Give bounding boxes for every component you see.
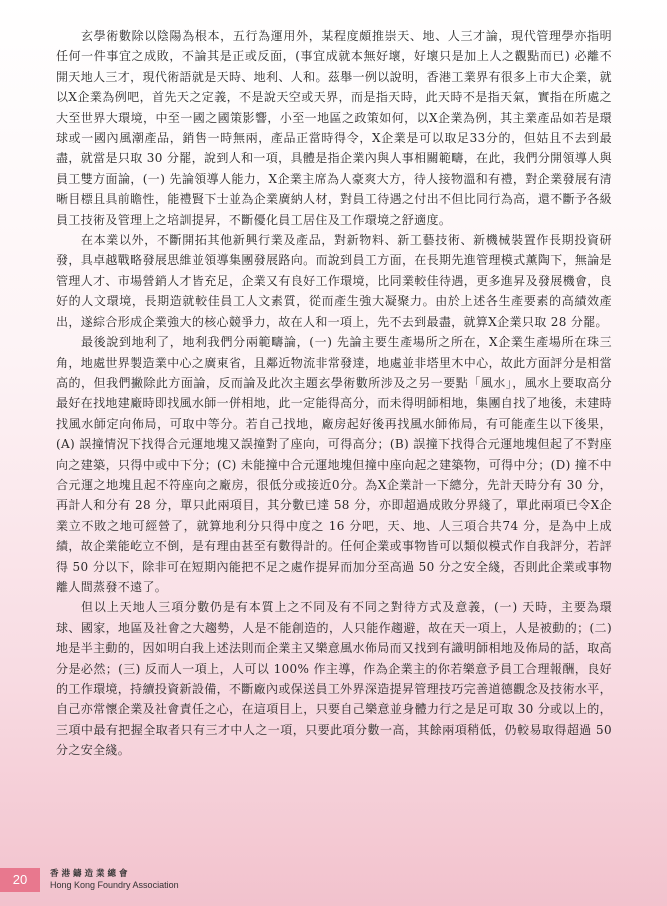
article-body [56, 26, 612, 761]
paragraph-3: 最後說到地利了，地利我們分兩範疇論，(一) 先論主要生產場所之所在，X企業生產場所在珠三角，地處世界製造業中心之廣東省，且鄰近物流非常發達，地處並非塔里木中心，故此方面評分是相當高的，但我們撇除此方面論，反而論及此次主題玄學術數所涉及之另一要點「風水」，風水上要取高分最好在找地建廠時即找風水師一併相地，此一定能得高分，而未得明師相地，集團自找了地後，未建時找風水師定向佈局，可取中等分。若自己找地，廠房起好後再找風水師佈局，有可能產生以下後果，(A) 誤撞情況下找得合元運地塊又誤撞對了座向，可得高分；(B) 誤撞下找得合元運地塊但起了不對座向之建築，只得中或中下分；(C) 未能撞中合元運地塊但撞中座向起之建築物，可得中分；(D) 撞不中合元運之地塊且起不符座向之廠房，很低分或接近0分。為X企業計一下總分，先計天時分有 30 分，再計人和分有 28 分，單只此兩項目，其分數已達 58 分，亦即超過成敗分界綫了，單此兩項已令X企業立不敗之地可經營了，就算地利分只得中度之 16 分吧，天、地、人三項合共74 分，是為中上成績，故企業能屹立不倒，是有理由甚至有數得計的。任何企業或事物皆可以類似模式作自我評分，若評得 50 分以下，除非可在短期內能把不足之處作提昇而加分至高過 50 分之安全綫，否則此企業或事物離人間蒸發不遠了。 [56, 335, 612, 594]
page-number: 20 [0, 868, 40, 892]
organization-name [50, 868, 179, 891]
organization-name-zh: 香港鑄造業總會 [50, 868, 131, 878]
paragraph-4: 但以上天地人三項分數仍是有本質上之不同及有不同之對待方式及意義，(一) 天時，主要為環球、國家，地區及社會之大趨勢，人是不能創造的，人只能作趨避，故在天一項上，人是被動的；(二) 地是半主動的，因如明白我上述法則而企業主又樂意風水佈局而又找到有識明師相地及佈局的話，取高分是必然；(三) 反而人一項上，人可以 100% 作主導，作為企業主的你若樂意予員工合理報酬，良好的工作環境，持續投資新設備，不斷廠內或保送員工外界深造提昇管理技巧完善道德觀念及技術水平，自己亦常懷企業及社會責任之心，在這項目上，只要自己樂意並身體力行之是足可取 30 分或以上的，三項中最有把握全取者只有三才中人之一項，只要此項分數一高，其餘兩項稍低，仍較易取得超過 50 分之安全綫。 [56, 600, 612, 758]
organization-name-en: Hong Kong Foundry Association [50, 880, 179, 890]
page-footer [0, 864, 667, 894]
paragraph-1: 玄學術數除以陰陽為根本，五行為運用外，某程度頗推崇天、地、人三才論，現代管理學亦指明任何一件事宜之成敗，不論其是正或反面，(事宜成就本無好壞，好壞只是加上人之觀點而已) 必離不開天地人三才，現代術語就是天時、地利、人和。茲舉一例以說明，香港工業界有很多上市大企業，就以X企業為例吧，首先天之定義，不是說天空或天界，而是指天時，此天時不是指天氣，實指在所處之大至世界大環境，中至一國之國策影響，小至一地區之政策如何，以X企業為例，其主業產品如若是環球或一國內風潮產品，銷售一時無兩，產品正當時得令，X企業是可以取足33分的，但姑且不去到最盡，就當是只取 30 分罷，說到人和一項，具體是指企業內與人事相關範疇，在此，我們分開領導人與員工雙方面論，(一) 先論領導人能力，X企業主席為人豪爽大方，待人接物溫和有禮，對企業發展有清晰目標且具前瞻性，能禮賢下士並為企業廣納人材，對員工待遇之付出不但比同行為高，還不斷予各級員工技術及管理上之培訓提昇，不斷優化員工居住及工作環境之舒適度。 [56, 29, 612, 227]
paragraph-2: 在本業以外，不斷開拓其他新興行業及產品，對新物料、新工藝技術、新機械裝置作長期投資研發，具卓越戰略發展思維並領導集團發展路向。而說到員工方面，在長期先進管理模式薰陶下，無論是管理人才、市場營銷人才皆充足，企業又有良好工作環境，比同業較佳待遇，更多進昇及發展機會，良好的人文環境，長期造就較佳員工人文素質，從而產生強大凝聚力。由於上述各生產要素的高績效產出，遂綜合形成企業強大的核心競爭力，故在人和一項上，先不去到最盡，就算X企業只取 28 分罷。 [56, 233, 612, 329]
